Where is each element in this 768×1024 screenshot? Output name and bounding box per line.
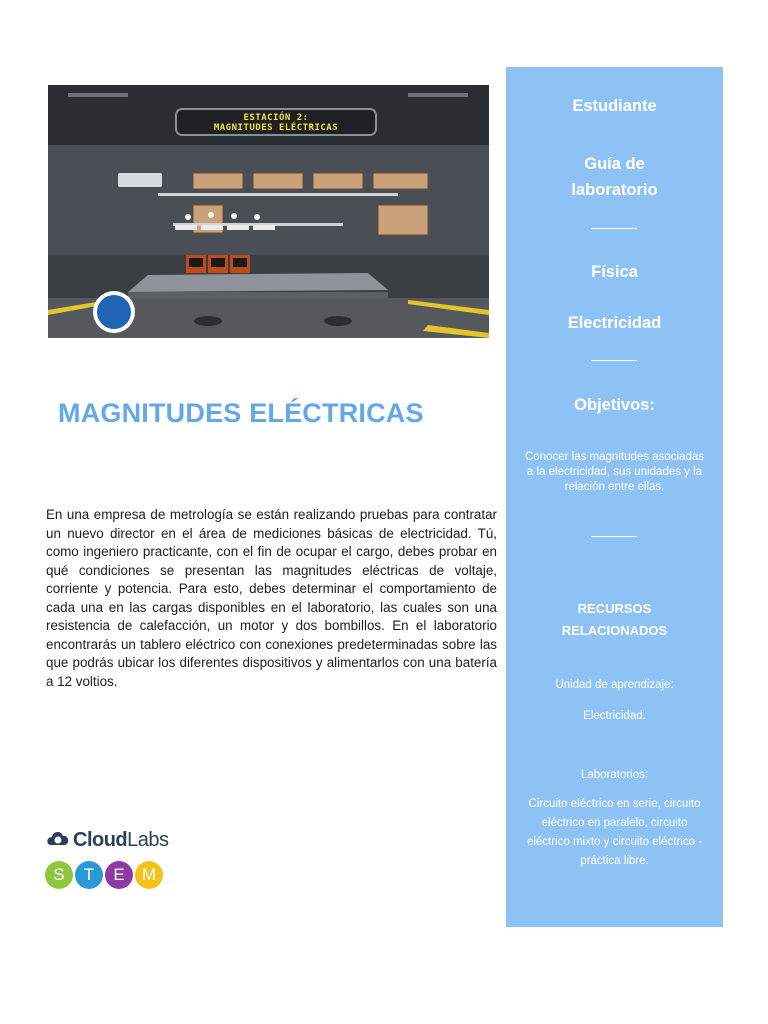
cloudlabs-logo bbox=[45, 826, 195, 896]
role-label: Estudiante bbox=[572, 97, 657, 115]
logo-brand-light: Labs bbox=[127, 828, 169, 851]
intro-paragraph: En una empresa de metrología se están realizando pruebas para contratar un nuevo director en el área de mediciones básicas de electricidad. Tú, como ingeniero practicante, con el fin de ocupar el cargo, debes probar en qué condiciones se presentan las magnitudes eléctricas de voltaje, corriente y potencia. Para esto, debes determinar el comportamiento de cada una en las cargas disponibles en el laboratorio, las cuales son una resistencia de calefacción, un motor y dos bombillos. En el laboratorio encontrarás un tablero eléctrico con conexiones predeterminadas sobre las que podrás ubicar los diferentes dispositivos y alimentarlos con una batería a 12 voltios. bbox=[46, 507, 497, 689]
sidebar bbox=[506, 67, 723, 927]
stem-s-badge: S bbox=[45, 861, 73, 889]
divider bbox=[591, 360, 637, 361]
labs-label: Laboratorios: bbox=[580, 769, 649, 781]
stem-t-badge: T bbox=[75, 861, 103, 889]
labs-list[interactable]: Circuito eléctrico en serie, circuito eléctrico en paralelo, circuito eléctrico mixto y circuito eléctrico - práctica libre. bbox=[526, 798, 703, 867]
lab-scene bbox=[48, 85, 489, 338]
subject-label: Física bbox=[591, 263, 638, 281]
doc-type-line-1: Guía de bbox=[584, 155, 645, 173]
hero-image bbox=[48, 85, 489, 338]
logo-brand-bold: Cloud bbox=[73, 828, 128, 851]
doc-type-line-2: laboratorio bbox=[571, 181, 658, 199]
objectives-text: Conocer las magnitudes asociadas a la electricidad, sus unidades y la relación entre ellas. bbox=[525, 451, 704, 493]
resources-heading-line-2: RELACIONADOS bbox=[561, 623, 668, 638]
unit-value[interactable]: Electricidad. bbox=[583, 710, 646, 722]
stem-m-badge: M bbox=[135, 861, 163, 889]
divider bbox=[591, 536, 637, 537]
stem-badges bbox=[45, 861, 195, 889]
topic-label: Electricidad bbox=[567, 314, 662, 332]
cloudlabs-mark-icon bbox=[45, 827, 71, 853]
stem-e-badge: E bbox=[105, 861, 133, 889]
resources-heading-line-1: RECURSOS bbox=[577, 601, 652, 616]
objectives-heading: Objetivos: bbox=[574, 396, 655, 414]
sign-line-1: ESTACIÓN 2: bbox=[243, 113, 309, 123]
page-title: MAGNITUDES ELÉCTRICAS bbox=[58, 398, 424, 428]
unit-label: Unidad de aprendizaje: bbox=[555, 679, 674, 691]
divider bbox=[591, 228, 637, 229]
sign-line-2: MAGNITUDES ELÉCTRICAS bbox=[213, 123, 339, 133]
